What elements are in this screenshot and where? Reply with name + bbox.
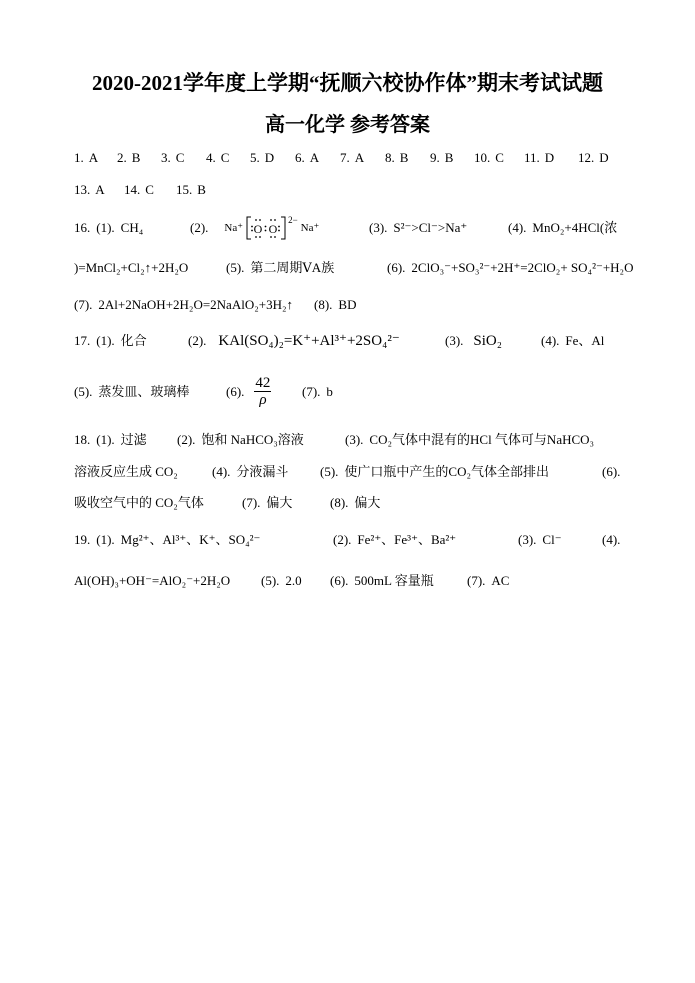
electron-dot bbox=[251, 226, 253, 228]
q17-part6 bbox=[226, 374, 271, 410]
part-label: (4). bbox=[508, 220, 527, 235]
part-answer: 过滤 bbox=[120, 432, 147, 447]
ion-charge: 2− bbox=[288, 215, 298, 225]
part-answer: )=MnCl₂+Cl₂↑+2H₂O bbox=[74, 260, 189, 275]
answer-choice: D bbox=[599, 150, 609, 165]
part-label: (1). bbox=[96, 532, 115, 547]
q17-part5 bbox=[74, 382, 189, 402]
choice-answer-7 bbox=[340, 148, 364, 168]
electron-dot bbox=[278, 226, 280, 228]
part-label: (6). bbox=[602, 464, 621, 479]
answer-choice: B bbox=[197, 182, 206, 197]
chemical-formula: SiO₂ bbox=[473, 333, 502, 349]
answer-choice: B bbox=[399, 150, 409, 165]
part-answer: 500mL 容量瓶 bbox=[354, 573, 434, 588]
choice-answer-8 bbox=[385, 148, 408, 168]
part-label: (1). bbox=[96, 432, 115, 447]
part-answer: 2ClO₃⁻+SO₃²⁻+2H⁺=2ClO₂+ SO₄²⁻+H₂O bbox=[411, 260, 634, 275]
fraction-denominator: ρ bbox=[259, 392, 267, 408]
q17-part2 bbox=[188, 331, 400, 351]
answer-choice: B bbox=[131, 150, 141, 165]
part-label: (2). bbox=[188, 333, 207, 348]
right-bracket bbox=[281, 217, 285, 239]
question-number: 14. bbox=[124, 182, 141, 197]
part-answer: BD bbox=[338, 297, 357, 312]
q19-part1 bbox=[74, 530, 260, 550]
part-label: (4). bbox=[212, 464, 231, 479]
electron-dot bbox=[270, 236, 272, 238]
question-number: 1. bbox=[74, 150, 84, 165]
q17-part7 bbox=[302, 382, 333, 402]
answer-choice: A bbox=[88, 150, 99, 165]
part-label: (6). bbox=[330, 573, 349, 588]
q19-part3 bbox=[518, 530, 562, 550]
choice-answer-13 bbox=[74, 180, 105, 200]
electron-dot bbox=[270, 219, 272, 221]
part-answer: S²⁻>Cl⁻>Na⁺ bbox=[393, 220, 468, 235]
electron-dot bbox=[274, 219, 276, 221]
part-answer: CO₂气体中混有的HCl 气体可与NaHCO₃ bbox=[369, 432, 595, 447]
answer-choice: C bbox=[175, 150, 185, 165]
q16-part7 bbox=[74, 295, 293, 315]
part-answer: 2.0 bbox=[285, 573, 302, 588]
part-label: (6). bbox=[226, 384, 245, 399]
part-answer: AC bbox=[491, 573, 510, 588]
answer-choice: C bbox=[220, 150, 230, 165]
answer-choice: D bbox=[264, 150, 275, 165]
q18-part5 bbox=[320, 462, 549, 482]
q19-part6 bbox=[330, 571, 434, 591]
part-answer: 使广口瓶中产生的CO₂气体全部排出 bbox=[344, 464, 550, 479]
choice-answer-10 bbox=[474, 148, 504, 168]
q18-line-2 bbox=[0, 462, 695, 482]
q18-part2 bbox=[177, 430, 304, 450]
q17-part3 bbox=[445, 331, 502, 351]
choice-row-2 bbox=[0, 180, 695, 200]
q19-part4-answer bbox=[74, 571, 230, 591]
choice-answer-2 bbox=[117, 148, 140, 168]
part-label: (1). bbox=[96, 333, 115, 348]
answer-choice: C bbox=[495, 150, 504, 165]
answer-key-subtitle: 高一化学 参考答案 bbox=[265, 114, 430, 136]
q18-part8 bbox=[330, 493, 380, 513]
q19-part5 bbox=[261, 571, 302, 591]
choice-answer-6 bbox=[295, 148, 319, 168]
part-answer: Mg²⁺、Al³⁺、K⁺、SO₄²⁻ bbox=[120, 532, 261, 547]
part-answer: 蒸发皿、玻璃棒 bbox=[98, 384, 190, 399]
electron-dot bbox=[274, 236, 276, 238]
q17-part1 bbox=[74, 331, 147, 351]
q16-line-2 bbox=[0, 258, 695, 278]
chemical-equation: KAl(SO₄)₂=K⁺+Al³⁺+2SO₄²⁻ bbox=[218, 333, 400, 349]
choice-row-1 bbox=[0, 148, 695, 168]
part-answer: MnO₂+4HCl(浓 bbox=[532, 220, 618, 235]
question-number: 9. bbox=[430, 150, 440, 165]
oxygen-atom: O bbox=[253, 222, 263, 236]
q18-part3-continued bbox=[74, 462, 178, 482]
part-label: (8). bbox=[330, 495, 349, 510]
part-answer: 溶液反应生成 CO₂ bbox=[74, 464, 178, 479]
part-answer: Al(OH)₃+OH⁻=AlO₂⁻+2H₂O bbox=[74, 573, 231, 588]
part-label: (8). bbox=[314, 297, 333, 312]
part-label: (7). bbox=[467, 573, 486, 588]
question-number: 5. bbox=[250, 150, 260, 165]
choice-answer-15 bbox=[176, 180, 206, 200]
question-number: 13. bbox=[74, 182, 91, 197]
part-answer: 饱和 NaHCO₃溶液 bbox=[201, 432, 304, 447]
answer-choice: D bbox=[544, 150, 555, 165]
q18-part7 bbox=[242, 493, 292, 513]
q17-part4 bbox=[541, 331, 604, 351]
electron-dot-structure bbox=[245, 215, 287, 241]
part-answer: Cl⁻ bbox=[542, 532, 562, 547]
part-label: (7). bbox=[242, 495, 261, 510]
q16-part2 bbox=[190, 215, 319, 241]
choice-answer-1 bbox=[74, 148, 98, 168]
part-answer: 偏大 bbox=[354, 495, 381, 510]
exam-title: 2020-2021学年度上学期“抚顺六校协作体”期末考试试题 bbox=[92, 71, 603, 95]
q17-line-1 bbox=[0, 331, 695, 351]
q18-part4 bbox=[212, 462, 288, 482]
answer-choice: A bbox=[95, 182, 105, 197]
part-label: (3). bbox=[518, 532, 537, 547]
q16-part4 bbox=[508, 218, 617, 238]
part-label: (2). bbox=[177, 432, 196, 447]
question-number: 17. bbox=[74, 333, 91, 348]
part-label: (2). bbox=[333, 532, 352, 547]
part-answer: b bbox=[326, 384, 333, 399]
q16-line-3 bbox=[0, 295, 695, 315]
part-label: (7). bbox=[74, 297, 93, 312]
fraction bbox=[254, 375, 271, 409]
sodium-ion-left: Na⁺ bbox=[224, 222, 244, 234]
part-answer: 分液漏斗 bbox=[236, 464, 289, 479]
part-label: (5). bbox=[320, 464, 339, 479]
electron-dot bbox=[259, 219, 261, 221]
q18-line-1 bbox=[0, 430, 695, 450]
part-label: (3). bbox=[369, 220, 388, 235]
answer-choice: C bbox=[145, 182, 154, 197]
part-label: (1). bbox=[96, 220, 115, 235]
answer-choice: B bbox=[444, 150, 454, 165]
choice-answer-9 bbox=[430, 148, 453, 168]
question-number: 12. bbox=[578, 150, 595, 165]
left-bracket bbox=[247, 217, 251, 239]
q18-line-3 bbox=[0, 493, 695, 513]
part-label: (5). bbox=[261, 573, 280, 588]
q18-part6 bbox=[602, 462, 620, 482]
q16-part1 bbox=[74, 218, 143, 238]
question-number: 10. bbox=[474, 150, 491, 165]
q18-part1 bbox=[74, 430, 147, 450]
electron-dot bbox=[278, 230, 280, 232]
q19-part4 bbox=[602, 530, 620, 550]
choice-answer-5 bbox=[250, 148, 274, 168]
part-label: (5). bbox=[74, 384, 93, 399]
question-number: 11. bbox=[524, 150, 540, 165]
q19-part2 bbox=[333, 530, 456, 550]
question-number: 18. bbox=[74, 432, 91, 447]
part-label: (2). bbox=[190, 220, 209, 235]
question-number: 8. bbox=[385, 150, 395, 165]
part-label: (3). bbox=[445, 333, 464, 348]
part-answer: 吸收空气中的 CO₂气体 bbox=[74, 495, 204, 510]
part-answer: Fe²⁺、Fe³⁺、Ba²⁺ bbox=[357, 532, 457, 547]
electron-dot bbox=[265, 226, 267, 228]
part-label: (6). bbox=[387, 260, 406, 275]
q16-line-1 bbox=[0, 215, 695, 238]
question-number: 6. bbox=[295, 150, 305, 165]
question-number: 2. bbox=[117, 150, 127, 165]
part-answer: Fe、Al bbox=[565, 333, 605, 348]
question-number: 16. bbox=[74, 220, 91, 235]
choice-answer-14 bbox=[124, 180, 154, 200]
question-number: 7. bbox=[340, 150, 350, 165]
choice-answer-11 bbox=[524, 148, 554, 168]
electron-dot bbox=[255, 236, 257, 238]
fraction-numerator: 42 bbox=[255, 375, 271, 391]
electron-dot bbox=[259, 236, 261, 238]
question-number: 3. bbox=[161, 150, 171, 165]
part-label: (7). bbox=[302, 384, 321, 399]
question-number: 15. bbox=[176, 182, 193, 197]
part-label: (4). bbox=[602, 532, 621, 547]
q16-part8 bbox=[314, 295, 356, 315]
choice-answer-3 bbox=[161, 148, 184, 168]
electron-dot bbox=[255, 219, 257, 221]
q18-part6-answer bbox=[74, 493, 204, 513]
part-label: (5). bbox=[226, 260, 245, 275]
q16-part6 bbox=[387, 258, 633, 278]
part-answer: CH₄ bbox=[120, 220, 144, 235]
answer-choice: A bbox=[354, 150, 365, 165]
q17-line-2 bbox=[0, 375, 695, 408]
q19-part7 bbox=[467, 571, 509, 591]
choice-answer-12 bbox=[578, 148, 609, 168]
choice-answer-4 bbox=[206, 148, 229, 168]
electron-dot bbox=[265, 230, 267, 232]
answer-choice: A bbox=[309, 150, 320, 165]
q16-part3 bbox=[369, 218, 467, 238]
q19-line-1 bbox=[0, 530, 695, 550]
part-answer: 第二周期ⅤA族 bbox=[250, 260, 335, 275]
question-number: 4. bbox=[206, 150, 216, 165]
q16-part4-continued bbox=[74, 258, 188, 278]
q18-part3 bbox=[345, 430, 594, 450]
part-label: (4). bbox=[541, 333, 560, 348]
part-answer: 偏大 bbox=[266, 495, 293, 510]
question-number: 19. bbox=[74, 532, 91, 547]
q19-line-2 bbox=[0, 571, 695, 591]
electron-dot bbox=[251, 230, 253, 232]
oxygen-atom: O bbox=[268, 222, 278, 236]
part-answer: 化合 bbox=[120, 333, 147, 348]
part-label: (3). bbox=[345, 432, 364, 447]
part-answer: 2Al+2NaOH+2H₂O=2NaAlO₂+3H₂↑ bbox=[98, 297, 293, 312]
sodium-ion-right: Na⁺ bbox=[300, 222, 320, 234]
q16-part5 bbox=[226, 258, 334, 278]
